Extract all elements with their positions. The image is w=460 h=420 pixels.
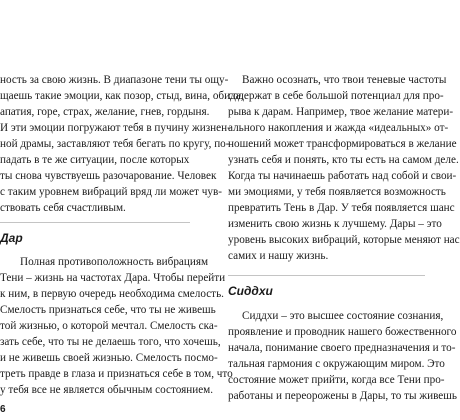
text-line: Тени – жизнь на частотах Дара. Чтобы перейти bbox=[0, 272, 226, 284]
text-line: ность за свою жизнь. В диапазоне тени ты ощу- bbox=[0, 74, 229, 86]
text-line: ты снова чувствуешь разочарование. Человек bbox=[0, 170, 217, 182]
section-heading: Сиддхи bbox=[228, 284, 273, 298]
page-number: 6 bbox=[0, 404, 6, 415]
text-line: и не живешь своей жизнью. Смелость посмо- bbox=[0, 352, 218, 364]
text-line: ной драмы, заставляют тебя бегать по кругу, по- bbox=[0, 138, 230, 150]
text-line: Полная противоположность вибрациям bbox=[20, 256, 209, 268]
text-line: содержат в себе большой потенциал для про- bbox=[228, 90, 444, 102]
text-line: превратить Тень в Дар. У тебя появляется шанс bbox=[228, 202, 455, 214]
text-line: к ним, в первую очередь необходима смелость. bbox=[0, 288, 224, 300]
text-line: проявление и проводник нашего божественного bbox=[228, 326, 457, 338]
text-line: начала, понимание своего предназначения и то- bbox=[228, 342, 456, 354]
text-line: состояние может прийти, когда все Тени про- bbox=[228, 374, 445, 386]
text-line: Когда ты начинаешь работать над собой и свои- bbox=[228, 170, 457, 182]
text-line: ального накопления и жажда «идеальных» от- bbox=[228, 122, 449, 134]
text-line: уровень высоких вибраций, которые меняют нас bbox=[228, 234, 460, 246]
text-line: падать в те же ситуации, после которых bbox=[0, 154, 190, 166]
text-line: работаны и переорожены в Дары, то ты живешь bbox=[228, 390, 457, 402]
text-line: ми эмоциями, у тебя появляется возможность bbox=[228, 186, 446, 198]
section-divider bbox=[228, 275, 425, 276]
text-line: апатия, горе, страх, желание, гнев, гордыня. bbox=[0, 106, 210, 118]
section-divider bbox=[0, 222, 190, 223]
text-line: изменить свою жизнь к лучшему. Дары – это bbox=[228, 218, 442, 230]
right-page bbox=[210, 0, 460, 420]
text-line: узнать себя и понять, кто ты есть на самом деле. bbox=[228, 154, 459, 166]
text-line: самих и нашу жизнь. bbox=[228, 250, 329, 262]
text-line: с таким уровнем вибраций вряд ли может чув- bbox=[0, 186, 222, 198]
text-line: Смелость признаться себе, что ты не живешь bbox=[0, 304, 216, 316]
text-line: ношений может трансформироваться в желание bbox=[228, 138, 457, 150]
text-line: тальная гармония с окружающим миром. Это bbox=[228, 358, 445, 370]
text-line: той жизнью, о которой мечтал. Смелость ска- bbox=[0, 320, 218, 332]
text-line: зать себе, что ты не делаешь того, что хочешь, bbox=[0, 336, 221, 348]
text-line: щаешь такие эмоции, как позор, стыд, вина, обида, bbox=[0, 90, 244, 102]
text-line: треть правде в глаза и признаться себе в том, что bbox=[0, 368, 233, 380]
text-line: Сиддхи – это высшее состояние сознания, bbox=[242, 310, 444, 322]
section-heading: Дар bbox=[0, 231, 23, 245]
text-line: у тебя все не является обычным состоянием. bbox=[0, 384, 214, 396]
text-line: Важно осознать, что твои теневые частоты bbox=[242, 74, 447, 86]
text-line: рыва к дарам. Например, твое желание матери- bbox=[228, 106, 454, 118]
text-line: И эти эмоции погружают тебя в пучину жизнен- bbox=[0, 122, 231, 134]
text-line: ствовать себя счастливым. bbox=[0, 202, 126, 214]
